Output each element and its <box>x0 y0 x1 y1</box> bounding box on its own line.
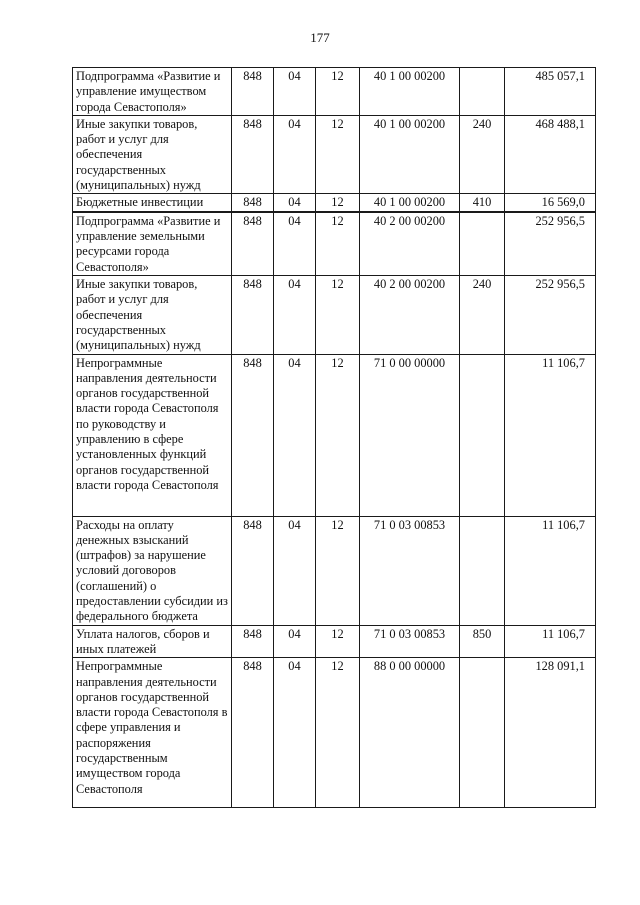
subsection-code: 12 <box>316 625 360 658</box>
table-row <box>73 68 596 116</box>
subsection-code: 12 <box>316 194 360 212</box>
expense-name: Уплата налогов, сборов и иных платежей <box>73 625 232 658</box>
section-code: 04 <box>274 658 316 808</box>
subsection-code: 12 <box>316 212 360 276</box>
expense-type-code <box>460 658 505 808</box>
expense-type-code <box>460 516 505 625</box>
expense-type-code <box>460 354 505 516</box>
page-number: 177 <box>310 30 330 45</box>
amount: 11 106,7 <box>505 625 596 658</box>
expense-name: Непрограммные направления деятельности органов государственной власти города Севастополя по руководству и управлению в сфере установленных функций органов государственной власти города Севастополя <box>73 354 232 516</box>
expense-type-code: 240 <box>460 115 505 193</box>
amount: 128 091,1 <box>505 658 596 808</box>
amount: 252 956,5 <box>505 276 596 354</box>
expense-type-code: 240 <box>460 276 505 354</box>
target-article-code: 71 0 00 00000 <box>360 354 460 516</box>
department-code: 848 <box>232 194 274 212</box>
department-code: 848 <box>232 625 274 658</box>
table-row <box>73 354 596 516</box>
expense-type-code: 410 <box>460 194 505 212</box>
expense-type-code <box>460 68 505 116</box>
expense-name: Расходы на оплату денежных взысканий (штрафов) за нарушение условий договоров (соглашений) о предоставлении субсидии из федерального бюджета <box>73 516 232 625</box>
section-code: 04 <box>274 115 316 193</box>
expense-name: Бюджетные инвестиции <box>73 194 232 212</box>
section-code: 04 <box>274 276 316 354</box>
expense-name: Непрограммные направления деятельности органов государственной власти города Севастополя в сфере управления и распоряжения государственным имуществом города Севастополя <box>73 658 232 808</box>
target-article-code: 40 2 00 00200 <box>360 276 460 354</box>
amount: 11 106,7 <box>505 354 596 516</box>
table-row <box>73 658 596 808</box>
expense-type-code: 850 <box>460 625 505 658</box>
section-code: 04 <box>274 354 316 516</box>
amount: 468 488,1 <box>505 115 596 193</box>
section-code: 04 <box>274 516 316 625</box>
budget-table <box>72 67 596 808</box>
amount: 485 057,1 <box>505 68 596 116</box>
department-code: 848 <box>232 276 274 354</box>
section-code: 04 <box>274 625 316 658</box>
amount: 16 569,0 <box>505 194 596 212</box>
target-article-code: 71 0 03 00853 <box>360 625 460 658</box>
subsection-code: 12 <box>316 115 360 193</box>
subsection-code: 12 <box>316 68 360 116</box>
table-row <box>73 625 596 658</box>
table-row <box>73 212 596 276</box>
expense-name: Иные закупки товаров, работ и услуг для обеспечения государственных (муниципальных) нужд <box>73 276 232 354</box>
section-code: 04 <box>274 212 316 276</box>
amount: 11 106,7 <box>505 516 596 625</box>
expense-name: Подпрограмма «Развитие и управление земельными ресурсами города Севастополя» <box>73 212 232 276</box>
target-article-code: 40 2 00 00200 <box>360 212 460 276</box>
department-code: 848 <box>232 354 274 516</box>
target-article-code: 40 1 00 00200 <box>360 68 460 116</box>
target-article-code: 40 1 00 00200 <box>360 115 460 193</box>
department-code: 848 <box>232 212 274 276</box>
department-code: 848 <box>232 516 274 625</box>
amount: 252 956,5 <box>505 212 596 276</box>
department-code: 848 <box>232 115 274 193</box>
subsection-code: 12 <box>316 516 360 625</box>
target-article-code: 40 1 00 00200 <box>360 194 460 212</box>
subsection-code: 12 <box>316 658 360 808</box>
expense-type-code <box>460 212 505 276</box>
subsection-code: 12 <box>316 276 360 354</box>
target-article-code: 71 0 03 00853 <box>360 516 460 625</box>
department-code: 848 <box>232 658 274 808</box>
table-row <box>73 516 596 625</box>
expense-name: Иные закупки товаров, работ и услуг для обеспечения государственных (муниципальных) нужд <box>73 115 232 193</box>
section-code: 04 <box>274 68 316 116</box>
subsection-code: 12 <box>316 354 360 516</box>
department-code: 848 <box>232 68 274 116</box>
table-row <box>73 194 596 212</box>
table-row <box>73 115 596 193</box>
expense-name: Подпрограмма «Развитие и управление имуществом города Севастополя» <box>73 68 232 116</box>
target-article-code: 88 0 00 00000 <box>360 658 460 808</box>
section-code: 04 <box>274 194 316 212</box>
table-row <box>73 276 596 354</box>
